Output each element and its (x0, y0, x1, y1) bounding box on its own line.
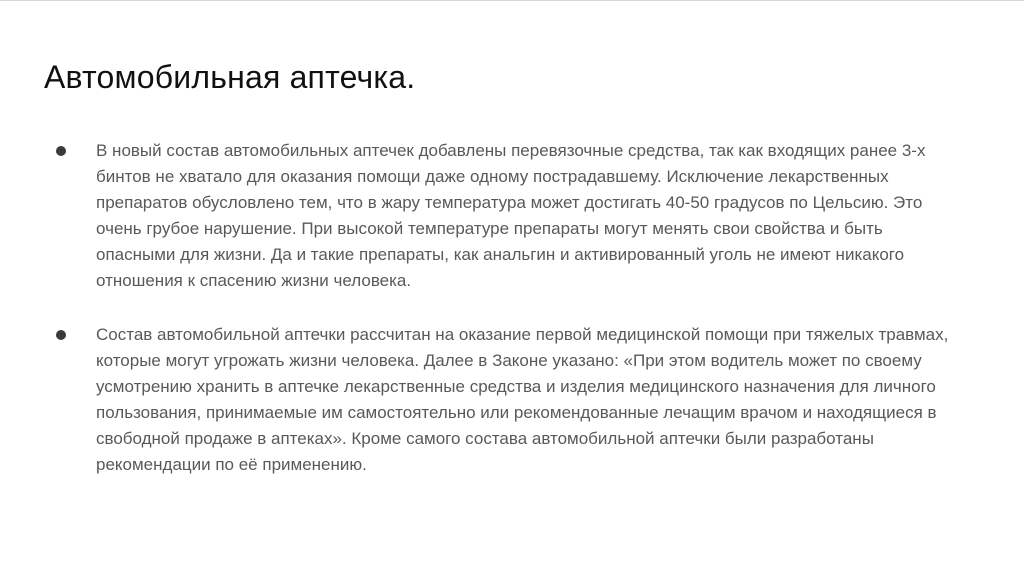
bullet-item (54, 322, 974, 478)
bullet-text: Состав автомобильной аптечки рассчитан на оказание первой медицинской помощи при тяжелых травмах, которые могут угрожать жизни человека. Далее в Законе указано: «При этом водитель может по своему усмотрению хранить в аптечке лекарственные средства и изделия медицинского назначения для личного пользования, принимаемые им самостоятельно или рекомендованные лечащим врачом и находящиеся в свободной продаже в аптеках». Кроме самого состава автомобильной аптечки были разработаны рекомендации по её применению. (96, 325, 949, 474)
bullet-dot-icon (56, 330, 66, 340)
slide-title: Автомобильная аптечка. (44, 59, 416, 95)
bullet-item (54, 138, 974, 294)
bullet-text: В новый состав автомобильных аптечек добавлены перевязочные средства, так как входящих ранее 3-х бинтов не хватало для оказания помощи даже одному пострадавшему. Исключение лекарственных препаратов обусловлено тем, что в жару температура может достигать 40-50 градусов по Цельсию. Это очень грубое нарушение. При высокой температуре препараты могут менять свои свойства и быть опасными для жизни. Да и такие препараты, как анальгин и активированный уголь не имеют никакого отношения к спасению жизни человека. (96, 141, 926, 290)
bullet-dot-icon (56, 146, 66, 156)
bullet-list (54, 138, 974, 478)
